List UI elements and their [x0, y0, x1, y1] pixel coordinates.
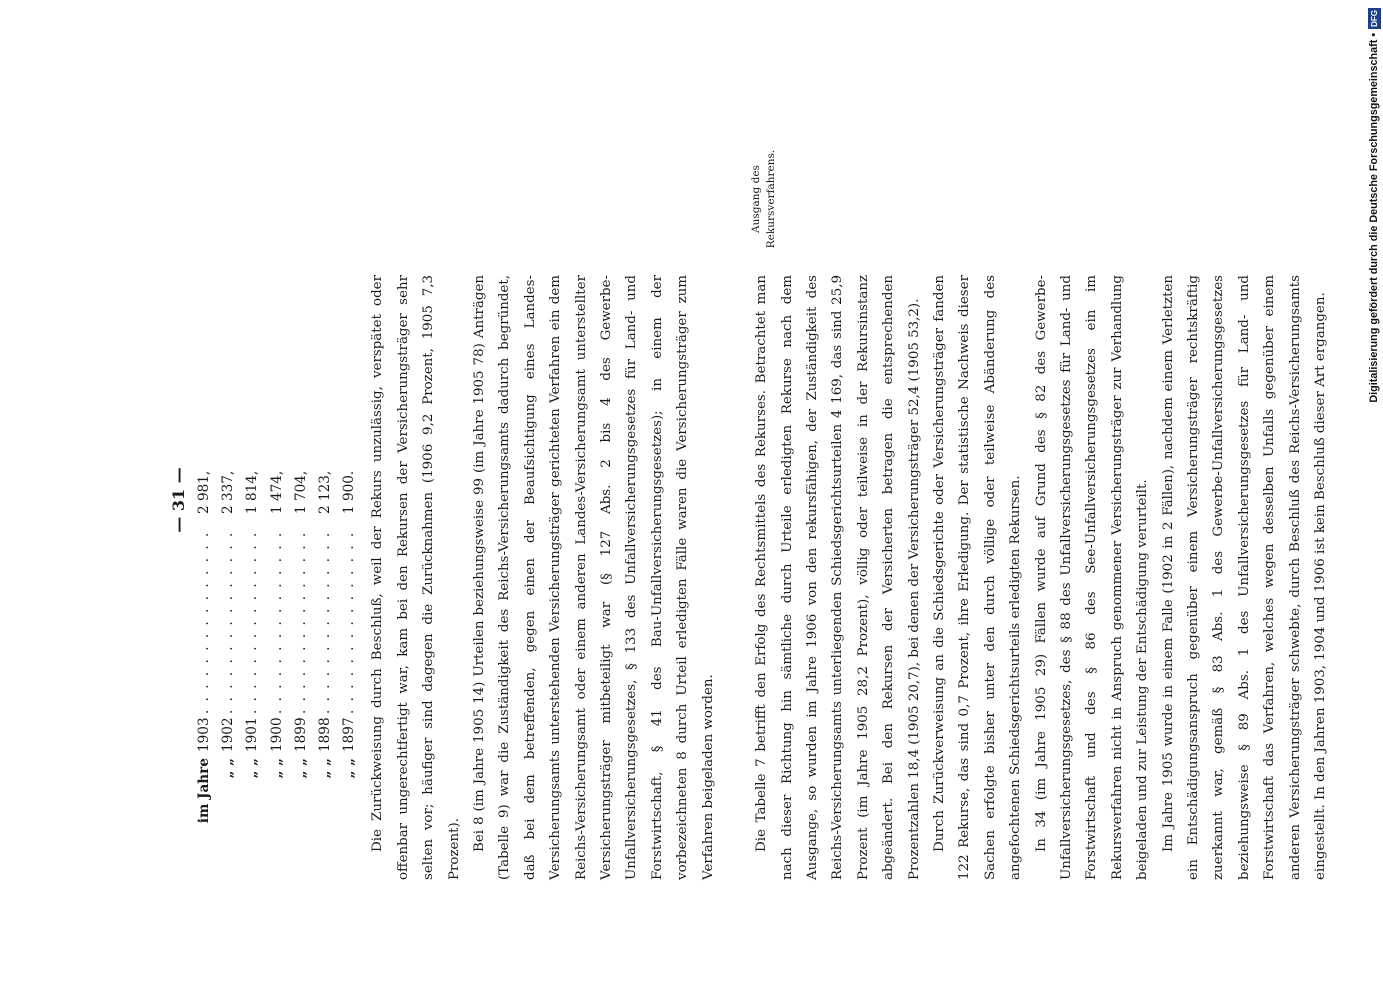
year-row-leader: . . . . . . . . . . . . . . . [341, 530, 358, 714]
year-row-value: 1 814, [244, 470, 261, 514]
year-row-label: „ „ [220, 758, 237, 779]
margin-note-text: Ausgang des Rekursverfahrens. [750, 149, 778, 249]
year-row-leader: . . . . . . . . . . . . . . . [317, 530, 334, 714]
year-row-value: 2 981, [196, 470, 212, 514]
section-gap [721, 120, 749, 880]
year-row-value: 1 900. [341, 470, 358, 514]
year-row-year: 1901 [244, 717, 261, 752]
margin-note [749, 124, 779, 274]
year-row-leader: . . . . . . . . . . . . . . . [268, 530, 285, 714]
year-row-label: „ „ [268, 758, 285, 779]
dfg-logo: DFG [1369, 10, 1379, 27]
digitization-credit-line [1366, 8, 1382, 403]
section-rekurs-zurueckweisung [365, 275, 721, 880]
year-row-label: „ „ [244, 758, 261, 779]
paragraph-einstellung: Im Jahre 1905 wurde in einem Falle (1902 in 2 Fällen), nachdem einem Verletzten ein Entschädigungsanspruch gegenüber einem Versicherungsträger rechtskräftig zuerkannt war, gemäß § 83 Abs. 1 des Gewerbe-Unfallversicherungsgesetzes beziehungsweise § 89 Abs. 1 des Unfallversicherungsgesetzes für Land- und Forstwirtschaft das Verfahren, welches wegen desselben Unfalls gegenüber einem anderen Versicherungsträger schwebte, durch Beschluß des Reichs-Versicherungsamts eingestellt. In den Jahren 1903, 1904 und 1906 ist kein Beschluß dieser Art ergangen. [1160, 275, 1329, 880]
year-row [240, 434, 264, 870]
paragraph-tabelle-7: Die Tabelle 7 betrifft den Erfolg des Rechtsmittels des Rekurses. Betrachtet man nach dieser Richtung hin sämtliche durch Urteile erledigten Rekurse nach dem Ausgange, so wurden im Jahre 1906 von den rekursfähigen, der Zuständigkeit des Reichs-Versicherungsamts unterliegenden Schiedsgerichtsurteilen 4 169, das sind 25,9 Prozent (im Jahre 1905 28,2 Prozent), völlig oder teilweise in der Rekursinstanz abgeändert. Bei den Rekursen der Versicherten betragen die entsprechenden Prozentzahlen 18,4 (1905 20,7), bei denen der Versicherungsträger 52,4 (1905 53,2). [754, 275, 922, 880]
paragraph-zurueckverweisung: Durch Zurückverweisung an die Schiedsgerichte oder Versicherungsträger fanden 122 Rekurse, das sind 0,7 Prozent, ihre Erledigung. Der statistische Nachweis dieser Sachen erfolgte bisher unter den durch völlige oder teilweise Abänderung des angefochtenen Schiedsgerichtsurteils erledigten Rekursen. [931, 275, 1024, 880]
year-row-year: 1897 [341, 717, 358, 752]
year-row-label: „ „ [341, 758, 358, 779]
year-row-value: 1 474, [268, 470, 285, 514]
year-row-label: „ „ [317, 758, 334, 779]
year-row-leader: . . . . . . . . . . . . . . . [196, 530, 212, 714]
rotated-text-block [165, 120, 1329, 880]
page-number-header: — 31 — [169, 467, 188, 533]
year-row-year: 1903 [196, 717, 212, 752]
section-ausgang-rekursverfahren [749, 149, 1333, 880]
year-row-value: 1 704, [292, 470, 309, 514]
year-row-label: „ „ [292, 758, 309, 779]
year-row-year: 1898 [317, 717, 334, 752]
digitization-credit [1366, 8, 1380, 403]
year-row-year: 1899 [292, 717, 309, 752]
year-row-year: 1900 [268, 717, 285, 752]
paragraph-beiladung: In 34 (im Jahre 1905 29) Fällen wurde auf Grund des § 82 des Gewerbe-Unfallversicherungsgesetzes, des § 88 des Unfallversicherungsgesetzes für Land- und Forstwirtschaft und des § 86 des See-Unfallversicherungsgesetzes ein im Rekursverfahren nicht in Anspruch genommener Versicherungsträger zur Verhandlung beigeladen und zur Leistung der Entschädigung verurteilt. [1033, 275, 1151, 880]
year-row-leader: . . . . . . . . . . . . . . . [220, 530, 237, 714]
year-row-value: 2 123, [317, 470, 334, 514]
year-row [337, 434, 361, 870]
year-row-value: 2 337, [220, 470, 237, 514]
year-row [289, 434, 313, 870]
year-row-year: 1902 [220, 717, 237, 752]
year-row [192, 434, 216, 870]
year-row [216, 434, 240, 870]
digitization-credit-text: Digitalisierung gefördert durch die Deutsche Forschungsgemeinschaft • [1368, 32, 1380, 403]
year-row-leader: . . . . . . . . . . . . . . . [292, 530, 309, 714]
paragraph-zustaendigkeit: Bei 8 (im Jahre 1905 14) Urteilen beziehungsweise 99 (im Jahre 1905 78) Anträgen (Tabelle 9) war die Zuständigkeit des Reichs-Versicherungsamts dadurch begründet, daß bei dem betreffenden, gegen einen der Beaufsichtigung eines Landes-Versicherungsamts unterstehenden Versicherungsträger gerichteten Verfahren ein dem Reichs-Versicherungsamt oder einem anderen Landes-Versicherungsamt unterstellter Versicherungsträger mitbeteiligt war (§ 127 Abs. 2 bis 4 des Gewerbe-Unfallversicherungsgesetzes, § 133 des Unfallversicherungsgesetzes für Land- und Forstwirtschaft, § 41 des Bau-Unfallversicherungsgesetzes); in einem der vorbezeichneten 8 durch Urteil erledigten Fälle waren die Versicherungsträger zum Verfahren beigeladen worden. [472, 275, 716, 880]
year-row-label: im Jahre [196, 758, 212, 824]
year-row [265, 434, 289, 870]
year-row-leader: . . . . . . . . . . . . . . . [244, 530, 261, 714]
year-row [313, 434, 337, 870]
year-statistics-table [192, 434, 361, 870]
paragraph-zurueckweisung: Die Zurückweisung durch Beschluß, weil der Rekurs unzulässig, verspätet oder offenbar ungerechtfertigt war, kam bei den Rekursen der Versicherungsträger sehr selten vor; häufiger sind dagegen die Zurücknahmen (1906 9,2 Prozent, 1905 7,3 Prozent). [370, 275, 462, 880]
